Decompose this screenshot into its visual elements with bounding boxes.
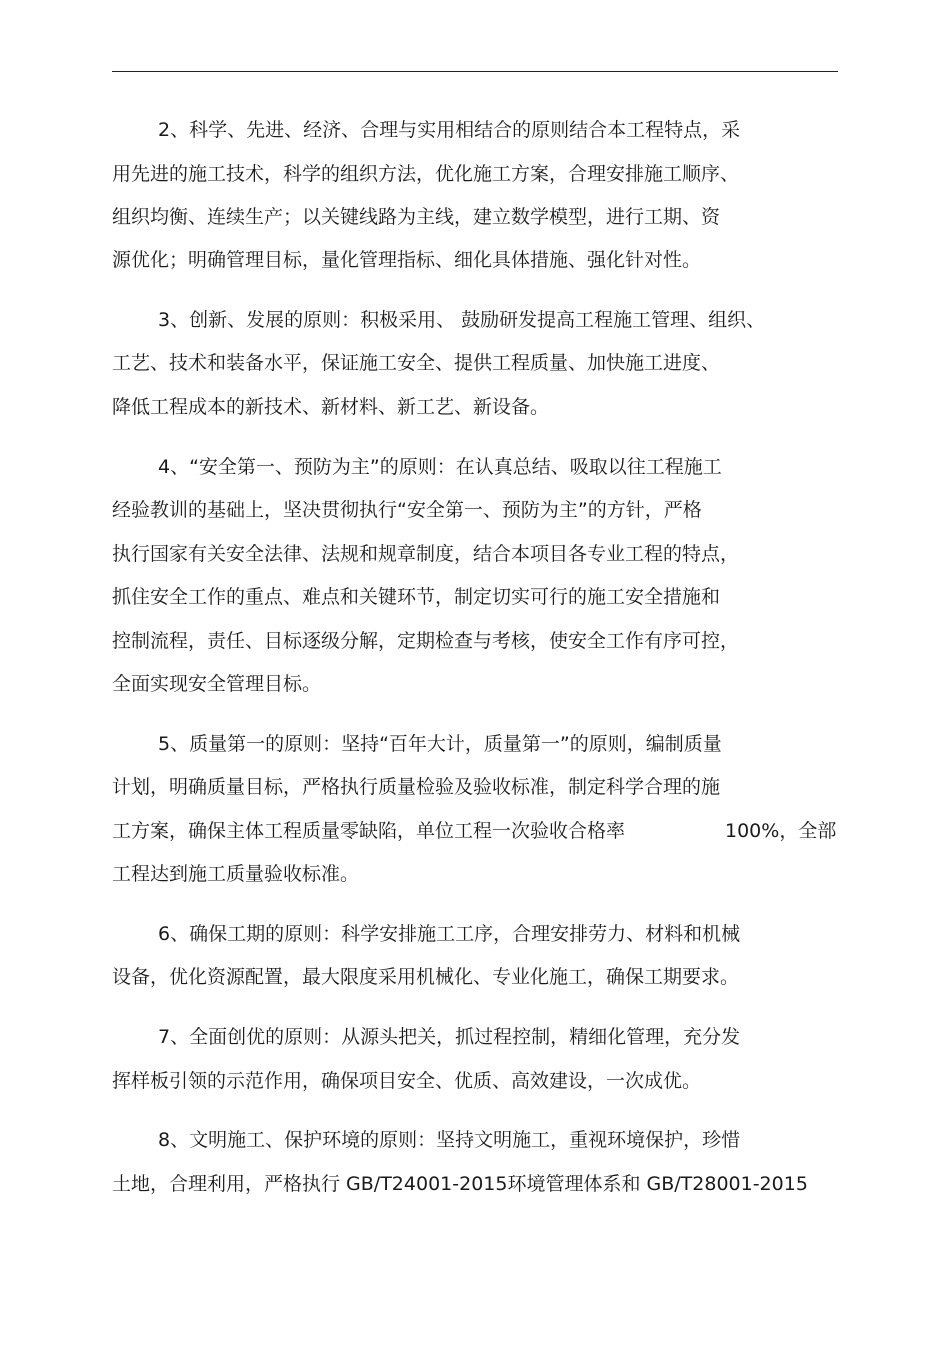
para-3-line-3: 降低工程成本的新技术、新材料、新工艺、新设备。 xyxy=(112,396,550,418)
para-7-line-2: 挥样板引领的示范作用，确保项目安全、优质、高效建设，一次成优。 xyxy=(112,1070,702,1092)
para-2-line-3: 组织均衡、连续生产；以关键线路为主线，建立数学模型，进行工期、资 xyxy=(112,206,721,228)
para-3-line-1: 3、创新、发展的原则：积极采用、 鼓励研发提高工程施工管理、组织、 xyxy=(158,309,766,331)
pass-rate-value: 100%，全部 xyxy=(725,820,837,842)
header-rule xyxy=(112,71,838,72)
para-3-line-2: 工艺、技术和装备水平，保证施工安全、提供工程质量、加快施工进度、 xyxy=(112,352,721,374)
para-8-line-2: 土地，合理利用，严格执行 GB/T24001-2015环境管理体系和 GB/T28001-2015 xyxy=(112,1173,808,1195)
para-2-line-4: 源优化；明确管理目标，量化管理指标、细化具体措施、强化针对性。 xyxy=(112,249,702,271)
para-8-line-1: 8、文明施工、保护环境的原则：坚持文明施工，重视环境保护，珍惜 xyxy=(158,1129,741,1151)
para-4-line-5: 控制流程，责任、目标逐级分解，定期检查与考核，使安全工作有序可控， xyxy=(112,630,740,652)
para-2-line-2: 用先进的施工技术，科学的组织方法，优化施工方案，合理安排施工顺序、 xyxy=(112,163,740,185)
para-6-line-1: 6、确保工期的原则：科学安排施工工序，合理安排劳力、材料和机械 xyxy=(158,923,741,945)
para-4-line-3: 执行国家有关安全法律、法规和规章制度，结合本项目各专业工程的特点， xyxy=(112,543,740,565)
para-4-line-2: 经验教训的基础上，坚决贯彻执行“安全第一、预防为主”的方针，严格 xyxy=(112,499,702,521)
para-5-line-4: 工程达到施工质量验收标准。 xyxy=(112,863,360,885)
para-6-line-2: 设备，优化资源配置，最大限度采用机械化、专业化施工，确保工期要求。 xyxy=(112,966,740,988)
para-5-line-3: 工方案，确保主体工程质量零缺陷，单位工程一次验收合格率 xyxy=(112,820,626,842)
para-7-line-1: 7、全面创优的原则：从源头把关，抓过程控制，精细化管理，充分发 xyxy=(158,1026,741,1048)
para-4-line-1: 4、“安全第一、预防为主”的原则：在认真总结、吸取以往工程施工 xyxy=(158,456,722,478)
para-5-line-1: 5、质量第一的原则：坚持“百年大计，质量第一”的原则，编制质量 xyxy=(158,733,722,755)
para-4-line-4: 抓住安全工作的重点、难点和关键环节，制定切实可行的施工安全措施和 xyxy=(112,586,721,608)
para-4-line-6: 全面实现安全管理目标。 xyxy=(112,673,322,695)
para-5-line-2: 计划，明确质量目标，严格执行质量检验及验收标准，制定科学合理的施 xyxy=(112,776,721,798)
para-2-line-1: 2、科学、先进、经济、合理与实用相结合的原则结合本工程特点，采 xyxy=(158,119,741,141)
